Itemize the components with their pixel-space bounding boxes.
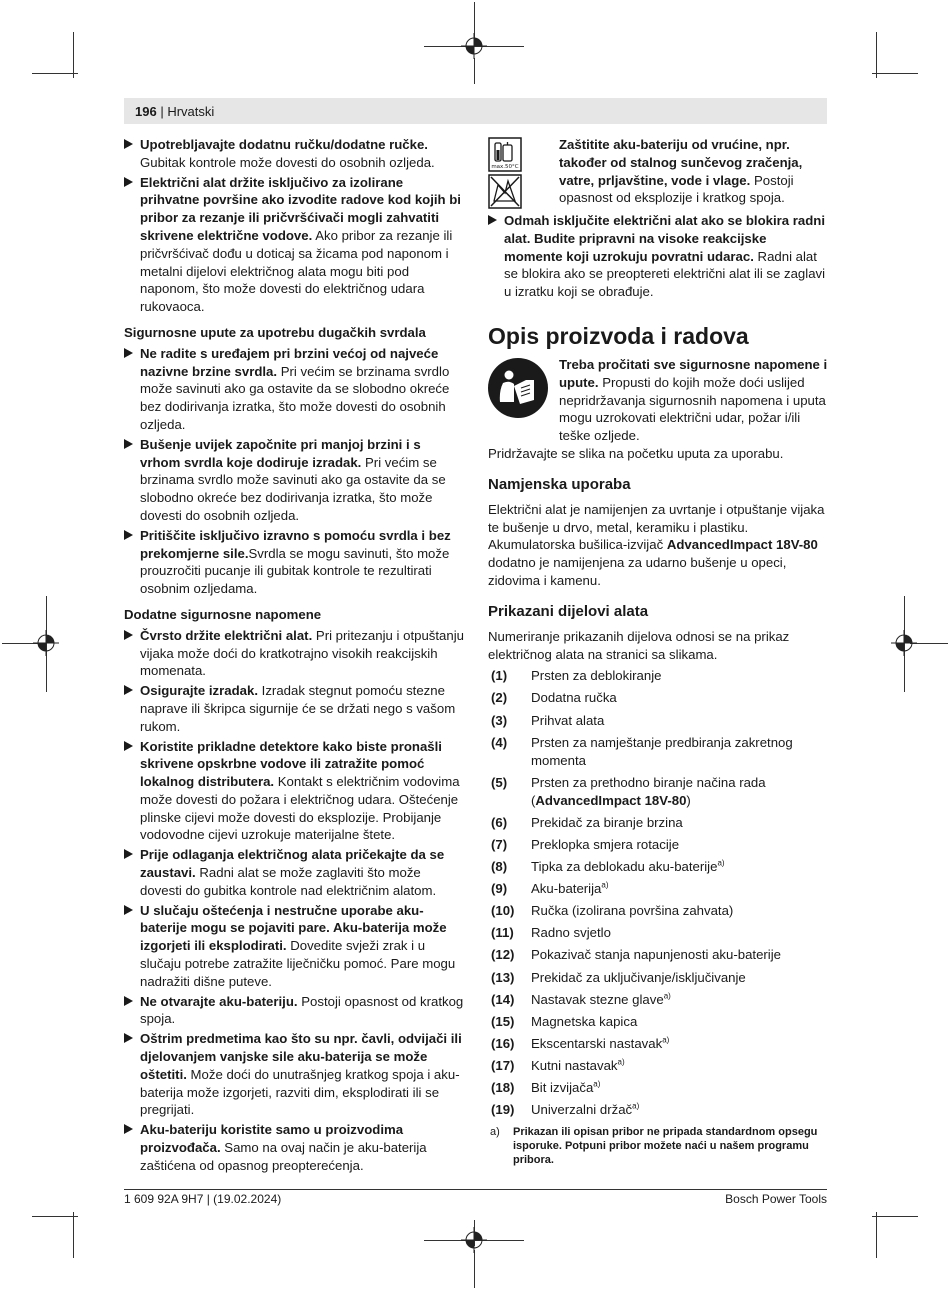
crop-mark: [876, 32, 877, 78]
heat-warning: max.50°C Zaštitite aku-bateriju od vrućine, npr. također od stalnog sunčevog zračenja, vatre, prljavštine, vode i vlage. Postoji opasnost od eksplozije i kratkog spoja.: [488, 136, 828, 208]
temperature-warning-icon: [488, 137, 522, 209]
safety-item: Električni alat držite isključivo za izolirane prihvatne površine ako izvodite radove kod kojih bi pribor za rezanje ili pričvršćivači mogli zahvatiti skrivene električne vodove. Ako pribor za rezanje ili pričvršćivač dođu u doticaj sa žicama pod naponom i metalni dijelovi električnog alata mogu biti pod naponom, što može dovesti do električnog udara rukovaoca.: [124, 174, 464, 316]
crop-mark: [872, 1216, 918, 1217]
footnote: a) Prikazan ili opisan pribor ne pripada standardnom opsegu isporuke. Potpuni pribor možete naći u našem programu pribora.: [490, 1126, 818, 1167]
bullet-triangle-icon: [124, 177, 133, 187]
footer-document-id: 1 609 92A 9H7 | (19.02.2024): [124, 1192, 282, 1206]
page-header: 196 | Hrvatski: [135, 104, 215, 119]
safety-item: Koristite prikladne detektore kako biste pronašli skrivene opskrbne vodove ili zatražite pomoć lokalnog distributera. Kontakt s električnim vodovima može dovesti do požara i električnog udara. Oštećenje plinske cijevi može dovesti do eksplozije. Probijanje vodovodne cijevi uzrokuje materijalne štete.: [124, 738, 464, 845]
registration-mark-icon: [891, 630, 917, 656]
bullet-triangle-icon: [124, 630, 133, 640]
safety-item: Upotrebljavajte dodatnu ručku/dodatne ručke. Gubitak kontrole može dovesti do osobnih ozljeda.: [124, 136, 464, 172]
right-column: [488, 136, 828, 1167]
bullet-triangle-icon: [124, 348, 133, 358]
crop-mark: [876, 1212, 877, 1258]
bullet-triangle-icon: [124, 905, 133, 915]
registration-mark-icon: [461, 1227, 487, 1253]
paragraph: Električni alat je namijenjen za uvrtanje i otpuštanje vijaka te bušenje u drvo, metal, keramiku i plastiku. Akumulatorska bušilica-izvijač AdvancedImpact 18V-80 dodatno je namijenjena za udarno bušenje u opeci, zidovima i kamenu.: [488, 501, 825, 588]
list-item: (7) Preklopka smjera rotacije: [491, 836, 680, 852]
bullet-triangle-icon: [124, 530, 133, 540]
crop-mark: [73, 1212, 74, 1258]
bullet-triangle-icon: [124, 741, 133, 751]
bullet-triangle-icon: [124, 996, 133, 1006]
bullet-triangle-icon: [488, 215, 497, 225]
section-heading: Namjenska uporaba: [488, 475, 631, 493]
registration-mark-icon: [461, 33, 487, 59]
bullet-triangle-icon: [124, 439, 133, 449]
footer-brand: Bosch Power Tools: [725, 1192, 827, 1206]
safety-item: Ne radite s uređajem pri brzini većoj od najveće nazivne brzine svrdla. Pri većim se brzinama svrdlo može savinuti ako ga ostavite da se slobodno okreće bez dodirivanja izratka, što može dovesti do osobnih ozljeda.: [124, 345, 464, 434]
list-item: (1) Prsten za deblokiranje: [491, 668, 662, 684]
list-item: (10) Ručka (izolirana površina zahvata): [491, 903, 734, 919]
safety-item: Osigurajte izradak. Izradak stegnut pomoću stezne naprave ili škripca sigurnije će se držati nego s vašom rukom.: [124, 682, 464, 735]
bullet-triangle-icon: [124, 685, 133, 695]
crop-mark: [474, 1250, 475, 1288]
list-item: (11) Radno svjetlo: [491, 925, 611, 941]
list-item: (18) Bit izvijača$^{a)}$: [491, 1079, 601, 1096]
list-item: (2) Dodatna ručka: [491, 690, 617, 706]
bullet-triangle-icon: [124, 1124, 133, 1134]
crop-mark: [32, 1216, 78, 1217]
read-manual-icon: [488, 358, 548, 418]
list-item: (14) Nastavak stezne glave$^{a)}$: [491, 991, 671, 1007]
subsection-heading: Sigurnosne upute za upotrebu dugačkih svrdala: [124, 324, 426, 340]
safety-item: Prije odlaganja električnog alata pričekajte da se zaustavi. Radni alat se može zaglaviti što može dovesti do gubitka kontrole nad električnim alatom.: [124, 846, 464, 899]
list-item: (16) Ekscentarski nastavak$^{a)}$: [491, 1035, 670, 1052]
bullet-triangle-icon: [124, 139, 133, 149]
bullet-triangle-icon: [124, 1033, 133, 1043]
bullet-triangle-icon: [124, 849, 133, 859]
left-column: [124, 136, 464, 1177]
list-item: (13) Prekidač za uključivanje/isključivanje: [491, 969, 746, 985]
crop-mark: [872, 73, 918, 74]
safety-item: Aku-bateriju koristite samo u proizvodima proizvođača. Samo na ovaj način je aku-baterija zaštićena od opasnog preopterećenja.: [124, 1121, 464, 1174]
safety-item: Čvrsto držite električni alat. Pri pritezanju i otpuštanju vijaka može doći do kratkotrajno visokih reakcijskih momenata.: [124, 627, 464, 680]
list-item: (5) Prsten za prethodno biranje načina rada (AdvancedImpact 18V-80): [491, 774, 766, 808]
safety-item: Bušenje uvijek započnite pri manjoj brzini i s vrhom svrdla koje dodiruje izradak. Pri većim se brzinama svrdlo može savinuti ako ga ostavite da se slobodno okreće bez dodirivanja izratka, što može dovesti do osobnih ozljeda.: [124, 436, 464, 525]
safety-item: Odmah isključite električni alat ako se blokira radni alat. Budite pripravni na visoke reakcijske momente koji uzrokuju povratni udarac. Radni alat se blokira ako se preoptereti električni alat ili se zaglavi u izratku koji se obrađuje.: [488, 212, 828, 301]
list-item: (12) Pokazivač stanja napunjenosti aku-baterije: [491, 947, 781, 963]
parts-list: [488, 667, 828, 1119]
list-item: (8) Tipka za deblokadu aku-baterije$^{a)}$: [491, 858, 725, 874]
crop-mark: [32, 73, 78, 74]
paragraph: Numeriranje prikazanih dijelova odnosi se na prikaz električnog alata na stranici sa slikama.: [488, 628, 790, 662]
section-title: Opis proizvoda i radova: [488, 322, 749, 349]
page-number: 196: [135, 104, 157, 119]
list-item: (6) Prekidač za biranje brzina: [491, 814, 683, 830]
list-item: (3) Prihvat alata: [491, 712, 605, 728]
crop-mark: [73, 32, 74, 78]
list-item: (4) Prsten za namještanje predbiranja zakretnog momenta: [491, 734, 793, 768]
safety-item: Oštrim predmetima kao što su npr. čavli, odvijači ili djelovanjem vanjske sile aku-baterija se može oštetiti. Može doći do unutrašnjeg kratkog spoja i aku-baterija može izgorjeti, razviti dim, eksplodirati ili se pregrijati.: [124, 1030, 464, 1119]
footer-divider: [124, 1189, 827, 1190]
list-item: (17) Kutni nastavak$^{a)}$: [491, 1057, 625, 1074]
crop-mark: [474, 58, 475, 84]
subsection-heading: Dodatne sigurnosne napomene: [124, 606, 322, 622]
safety-item: U slučaju oštećenja i nestručne uporabe aku-baterije mogu se pojaviti pare. Aku-baterija može izgorjeti ili eksplodirati. Dovedite svježi zrak i u slučaju potrebe zatražite liječničku pomoć. Pare mogu nadražiti dišne puteve.: [124, 902, 464, 991]
page-header-bar: [124, 98, 827, 124]
page-language: Hrvatski: [167, 104, 215, 119]
list-item: (15) Magnetska kapica: [491, 1013, 638, 1029]
registration-mark-icon: [33, 630, 59, 656]
list-item: (9) Aku-baterija$^{a)}$: [491, 880, 609, 897]
paragraph: Pridržavajte se slika na početku uputa za uporabu.: [488, 445, 784, 461]
safety-item: Ne otvarajte aku-bateriju. Postoji opasnost od kratkog spoja.: [124, 993, 464, 1029]
safety-item: Pritiščite isključivo izravno s pomoću svrdla i bez prekomjerne sile.Svrdla se mogu savinuti, što može prouzročiti pucanje ili gubitak kontrole te rezultirati osobnim ozljedama.: [124, 527, 464, 598]
section-heading: Prikazani dijelovi alata: [488, 602, 649, 620]
read-instructions-note: Treba pročitati sve sigurnosne napomene i upute. Propusti do kojih može doći uslijed nepridržavanja sigurnosnih napomena i uputa mogu uzrokovati električni udar, požar i/ili teške ozljede.: [488, 356, 828, 445]
temperature-label: max.50°C: [491, 164, 519, 170]
list-item: (19) Univerzalni držač$^{a)}$: [491, 1102, 640, 1118]
